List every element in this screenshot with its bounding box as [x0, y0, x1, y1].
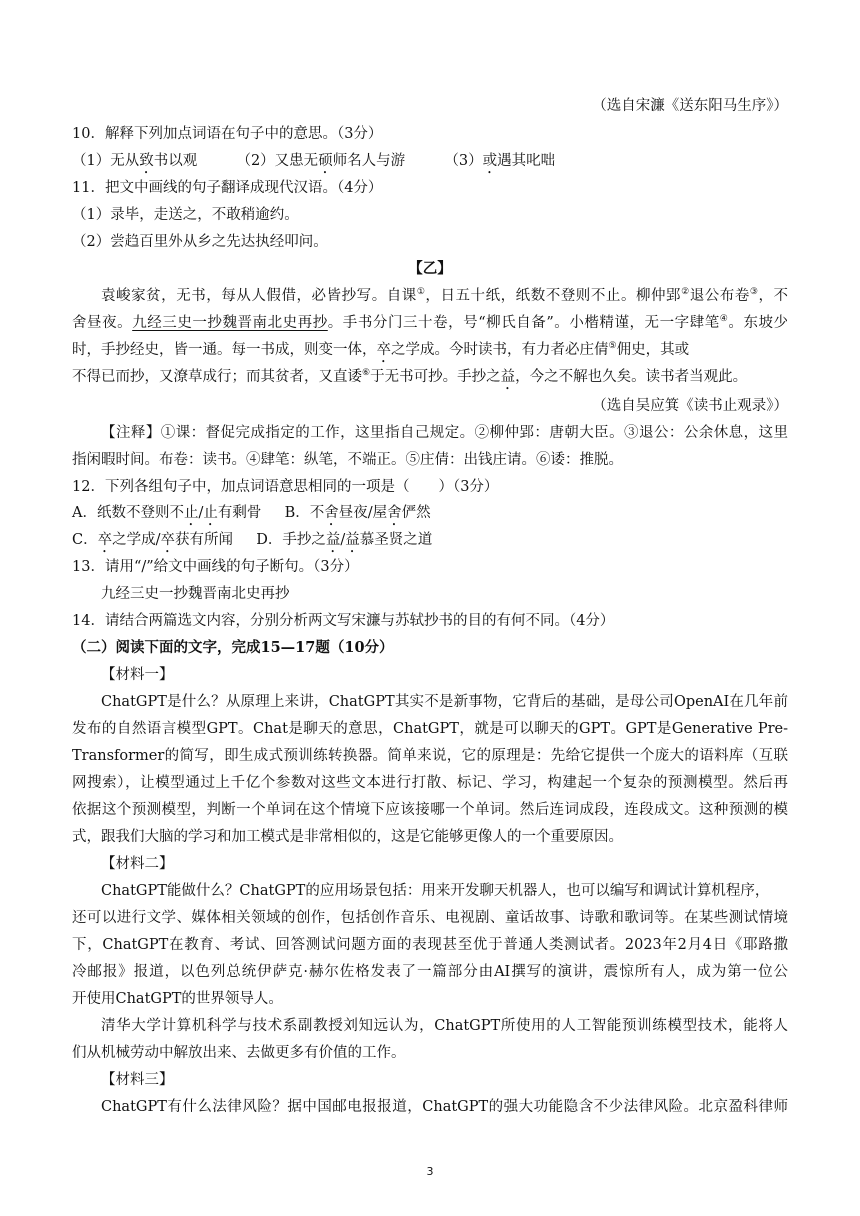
- yi-note-2: 指闲暇时间。布卷：读书。④肆笔：纵笔，不端正。⑤庄倩：出钱庄请。⑥诿：推脱。: [72, 452, 623, 468]
- section2-heading: （二）阅读下面的文字，完成15—17题（10分）: [72, 639, 394, 656]
- yi-heading: 【乙】: [408, 260, 452, 277]
- q13-stem: 13．请用“/”给文中画线的句子断句。（3分）: [72, 559, 359, 575]
- q10-items: （1）无从致书以观 （2）又患无硕师名人与游 （3）或遇其叱咄: [72, 153, 556, 169]
- q12-stem: 12．下列各组句子中，加点词语意思相同的一项是（ ）（3分）: [72, 479, 499, 495]
- material-1-line: ChatGPT是什么？从原理上来讲，ChatGPT其实不是新事物，它背后的基础，是母公司OpenAI在几年前: [101, 694, 788, 710]
- q11-stem: 11．把文中画线的句子翻译成现代汉语。（4分）: [72, 180, 383, 196]
- material-1-line: 网搜索），让模型通过上千亿个参数对这些文本进行打散、标记、学习，构建起一个复杂的预测模型。然后再: [72, 775, 788, 791]
- material-2-line: 还可以进行文学、媒体相关领域的创作，包括创作音乐、电视剧、童话故事、诗歌和歌词等。在某些测试情境: [72, 910, 788, 926]
- material-1-line: 式，跟我们大脑的学习和加工模式是非常相似的，这是它能够更像人的一个重要原因。: [72, 829, 623, 845]
- jia-source: （选自宋濂《送东阳马生序》）: [592, 98, 788, 114]
- material-2-line: 开使用ChatGPT的世界领导人。: [72, 991, 283, 1007]
- page-number: 3: [426, 1165, 434, 1178]
- q12-row-cd: [72, 530, 788, 556]
- yi-line-3: 时，手抄经史，皆一通。每一书成，则变一体，卒之学成。今时读书，有力者必庄倩⑤佣史，其或: [72, 341, 690, 358]
- yi-line-2: 舍昼夜。九经三史一抄魏晋南北史再抄。手书分门三十卷，号“柳氏自备”。小楷精谨，无一字肆笔④。东坡少: [72, 314, 788, 331]
- q13-sentence: 九经三史一抄魏晋南北史再抄: [101, 586, 290, 602]
- q12-option-d[interactable]: D．手抄之益/益慕圣贤之道: [256, 532, 433, 548]
- material-1-line: Transformer的简写，即生成式预训练转换器。简单来说，它的原理是：先给它提供一个庞大的语料库（互联: [72, 748, 788, 764]
- q12-row-ab: [72, 503, 788, 529]
- q12-option-c[interactable]: C．卒之学成/卒获有所闻: [72, 532, 233, 548]
- q12-option-b[interactable]: B．不舍昼夜/屋舍俨然: [284, 505, 431, 521]
- material-1-line: 依据这个预测模型，判断一个单词在这个情境下应该接哪一个单词。然后连词成段，连段成文。这种预测的模: [72, 802, 788, 818]
- material-2-label: 【材料二】: [101, 856, 174, 872]
- material-1-label: 【材料一】: [101, 667, 174, 683]
- material-2-line: 下，ChatGPT在教育、考试、回答测试问题方面的表现甚至优于普通人类测试者。2023年2月4日《耶路撒: [72, 937, 788, 953]
- q10-stem: 10．解释下列加点词语在句子中的意思。（3分）: [72, 126, 383, 142]
- yi-line-1: 袁峻家贫，无书，每从人假借，必皆抄写。自课①，日五十纸，纸数不登则不止。柳仲郢②退公布卷③，不: [101, 287, 788, 304]
- material-3-label: 【材料三】: [101, 1072, 174, 1088]
- material-2-line: 们从机械劳动中解放出来、去做更多有价值的工作。: [72, 1045, 406, 1061]
- material-1-line: 发布的自然语言模型GPT。Chat是聊天的意思，ChatGPT，就是可以聊天的GPT。GPT是Generative Pre-: [72, 721, 788, 737]
- material-2-line: 冷邮报》报道，以色列总统伊萨克·赫尔佐格发表了一篇部分由AI撰写的演讲，震惊所有人，成为第一位公: [72, 964, 788, 980]
- material-2-line: ChatGPT能做什么？ChatGPT的应用场景包括：用来开发聊天机器人，也可以编写和调试计算机程序，: [101, 883, 770, 899]
- material-2-line: 清华大学计算机科学与技术系副教授刘知远认为，ChatGPT所使用的人工智能预训练模型技术，能将人: [101, 1018, 788, 1034]
- q11-sentence-2: （2）尝趋百里外从乡之先达执经叩问。: [72, 234, 328, 250]
- q11-sentence-1: （1）录毕，走送之，不敢稍逾约。: [72, 207, 299, 223]
- yi-source: （选自吴应箕《读书止观录》）: [592, 398, 788, 414]
- q12-option-a[interactable]: A．纸数不登则不止/止有剩骨: [72, 505, 262, 521]
- material-3-line: ChatGPT有什么法律风险？据中国邮电报报道，ChatGPT的强大功能隐含不少法律风险。北京盈科律师: [101, 1099, 788, 1115]
- yi-line-4: 不得已而抄，又潦草成行；而其贫者，又直诿⑥于无书可抄。手抄之益，今之不解也久矣。读书者当观此。: [72, 368, 748, 385]
- q14-stem: 14．请结合两篇选文内容，分别分析两文写宋濂与苏轼抄书的目的有何不同。（4分）: [72, 613, 615, 629]
- yi-note-1: 【注释】①课：督促完成指定的工作，这里指自己规定。②柳仲郢：唐朝大臣。③退公：公余休息，这里: [101, 425, 788, 441]
